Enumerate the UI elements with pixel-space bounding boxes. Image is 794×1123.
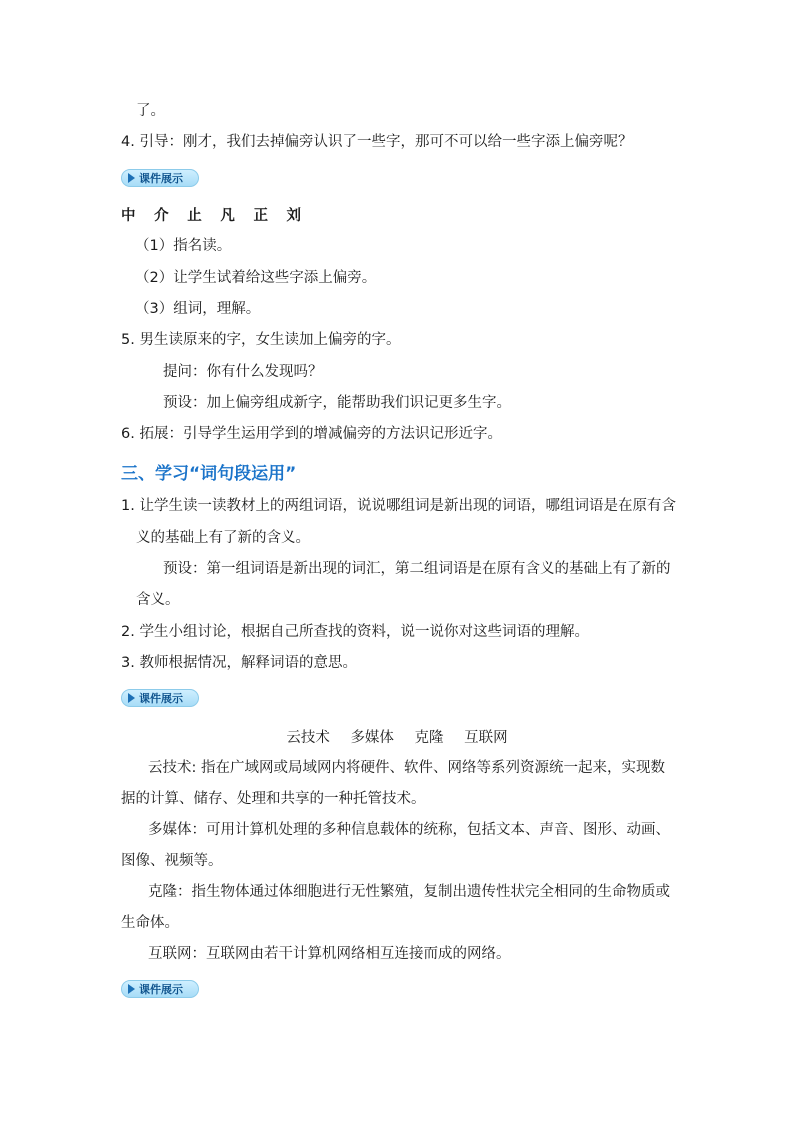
- play-arrow-icon: [128, 984, 135, 994]
- courseware-badge: [121, 980, 199, 998]
- section-heading: 三、学习“词句段运用”: [121, 464, 297, 484]
- preset-line: 预设：第一组词语是新出现的词汇，第二组词语是在原有含义的基础上有了新的: [163, 561, 671, 577]
- character: 中: [121, 208, 136, 224]
- definition-line: 生命体。: [121, 915, 179, 931]
- character: 介: [154, 208, 169, 224]
- play-arrow-icon: [128, 173, 135, 183]
- definition-line: 多媒体：可用计算机处理的多种信息载体的统称，包括文本、声音、图形、动画、: [148, 822, 670, 838]
- character: 正: [253, 208, 268, 224]
- courseware-badge: [121, 169, 199, 187]
- sub-item-line: （1）指名读。: [135, 238, 232, 254]
- step-1-line: 1. 让学生读一读教材上的两组词语，说说哪组词是新出现的词语，哪组词语是在原有含: [121, 498, 676, 514]
- term-list: [0, 726, 794, 747]
- play-arrow-icon: [128, 693, 135, 703]
- character: 刘: [286, 208, 302, 224]
- badge-label: 课件展示: [139, 172, 183, 185]
- definition-line: 据的计算、储存、处理和共享的一种托管技术。: [121, 791, 426, 807]
- definition-line: 互联网：互联网由若干计算机网络相互连接而成的网络。: [148, 946, 511, 962]
- definition-line: 图像、视频等。: [121, 853, 223, 869]
- step-4-line: 4. 引导：刚才，我们去掉偏旁认识了一些字，那可不可以给一些字添上偏旁呢？: [121, 134, 633, 150]
- sub-item-line: （2）让学生试着给这些字添上偏旁。: [135, 270, 377, 286]
- step-3-line: 3. 教师根据情况，解释词语的意思。: [121, 655, 357, 671]
- term: 互联网: [464, 730, 508, 746]
- preset-line: 预设：加上偏旁组成新字，能帮助我们识记更多生字。: [163, 395, 511, 411]
- character-list: [121, 206, 315, 226]
- courseware-badge: [121, 689, 199, 707]
- step-6-line: 6. 拓展：引导学生运用学到的增减偏旁的方法识记形近字。: [121, 426, 502, 442]
- character: 止: [187, 208, 202, 224]
- paragraph-line: 含义。: [136, 592, 180, 608]
- definition-line: 克隆：指生物体通过体细胞进行无性繁殖，复制出遗传性状完全相同的生命物质或: [148, 884, 670, 900]
- term: 克隆: [414, 730, 444, 746]
- term: 多媒体: [350, 730, 394, 746]
- paragraph-line: 义的基础上有了新的含义。: [136, 530, 310, 546]
- sub-item-line: （3）组词，理解。: [135, 301, 261, 317]
- badge-label: 课件展示: [139, 692, 183, 705]
- character: 凡: [220, 208, 235, 224]
- badge-label: 课件展示: [139, 983, 183, 996]
- definition-line: 云技术: 指在广域网或局域网内将硬件、软件、网络等系列资源统一起来，实现数: [148, 760, 665, 776]
- step-2-line: 2. 学生小组讨论，根据自己所查找的资料，说一说你对这些词语的理解。: [121, 624, 589, 640]
- term: 云技术: [286, 730, 330, 746]
- paragraph-line: 了。: [136, 103, 165, 119]
- question-line: 提问：你有什么发现吗？: [163, 364, 323, 380]
- step-5-line: 5. 男生读原来的字，女生读加上偏旁的字。: [121, 332, 401, 348]
